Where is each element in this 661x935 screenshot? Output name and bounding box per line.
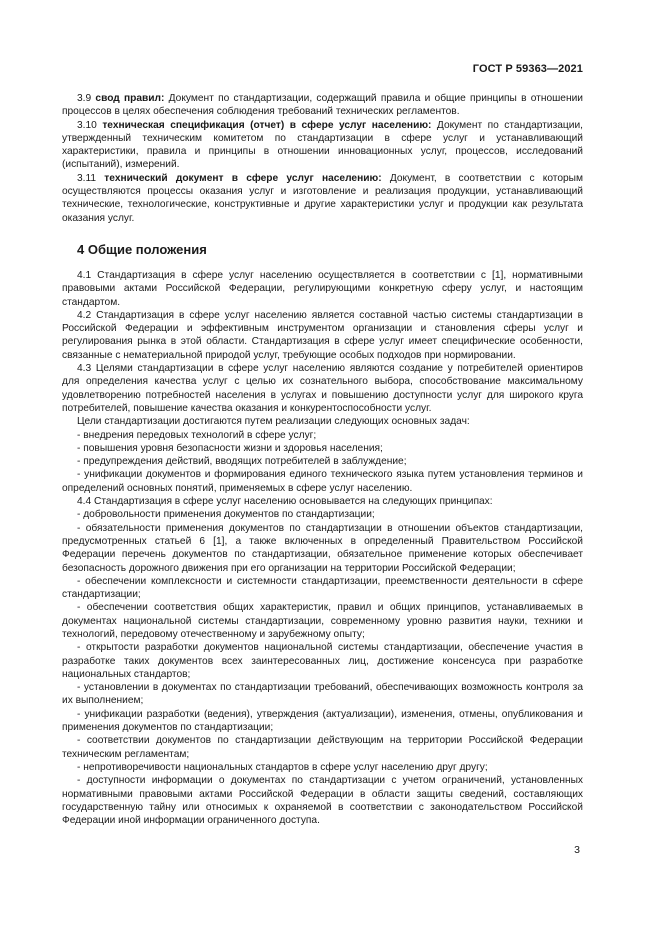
paragraph-4-2: 4.2 Стандартизация в сфере услуг населению является составной частью системы стандартизации в Российской Федерации и эффективным инструментом организации и становления сферы услуг и регулирования рынка в этой области. Стандартизация в сфере услуг имеет специфические особенности, связанные с нематериальной природой услуг, требующие особых подходов при нормировании. bbox=[62, 309, 583, 361]
paragraph-4-3: 4.3 Целями стандартизации в сфере услуг населению являются создание у потребителей ориентиров для определения качества услуг с целью их сознательного выбора, способствование максимальному удовлетворению потребностей населения в услугах и повышению доступности услуг для широкого круга потребителей, повышение качества оказания и конкурентоспособности услуг. bbox=[62, 363, 583, 414]
list-item: - установлении в документах по стандартизации требований, обеспечивающих возможность контроля за их выполнением; bbox=[62, 682, 583, 707]
list-item: - непротиворечивости национальных стандартов в сфере услуг населению друг другу; bbox=[77, 761, 488, 773]
definition-3-11: 3.11 технический документ в сфере услуг населению: Документ, в соответствии с которым осуществляются процессы оказания услуг и изготовление и реализация продукции, устанавливающий технические, технологические, конструктивные и другие характеристики услуг и продукции как результата оказания услуг. bbox=[62, 172, 583, 224]
list-item: - доступности информации о документах по стандартизации с учетом ограничений, установленных нормативными правовыми актами Российской Федерации в области защиты сведений, составляющих государственную тайну или относимых к охраняемой в соответствии с законодательством Российской Федерации иной информации ограниченного доступа. bbox=[62, 775, 583, 827]
list-item: - унификации разработки (ведения), утверждения (актуализации), изменения, отмены, опубликования и применения документов по стандартизации; bbox=[62, 708, 583, 734]
list-item: - добровольности применения документов по стандартизации; bbox=[77, 509, 375, 521]
list-item: - предупреждения действий, вводящих потребителей в заблуждение; bbox=[77, 456, 407, 468]
tasks-intro: Цели стандартизации достигаются путем реализации следующих основных задач: bbox=[77, 416, 470, 428]
list-item: - повышения уровня безопасности жизни и здоровья населения; bbox=[77, 442, 383, 454]
list-item: - унификации документов и формирования единого технического языка путем установления терминов и определений основных понятий, применяемых в сфере услуг населению. bbox=[62, 469, 583, 494]
paragraph-4-4: 4.4 Стандартизация в сфере услуг населению основывается на следующих принципах: bbox=[77, 496, 493, 508]
list-item: - внедрения передовых технологий в сфере услуг; bbox=[77, 429, 317, 441]
paragraph-4-1: 4.1 Стандартизация в сфере услуг населению осуществляется в соответствии с [1], нормативными правовыми актами Российской Федерации, регулирующими конкретную сферу услуг, и настоящим стандартом. bbox=[62, 269, 583, 308]
document-header: ГОСТ Р 59363—2021 bbox=[472, 63, 583, 75]
list-item: - обязательности применения документов по стандартизации в отношении объектов стандартизации, предусмотренных статьей 6 [1], а также включенных в определенный Правительством Российской Федерации перечень документов по стандартизации, обязательное применение которых обеспечивает безопасность дорожного движения при его организации на территории Российской Федерации; bbox=[62, 522, 583, 574]
list-item: - обеспечении соответствия общих характеристик, правил и общих принципов, устанавливаемых в документах национальной системы стандартизации, современному уровню развития науки, техники и технологий, передовому отечественному и зарубежному опыту; bbox=[62, 602, 583, 640]
page-content bbox=[62, 92, 583, 827]
page-number: 3 bbox=[574, 844, 580, 856]
definition-3-10: 3.10 техническая спецификация (отчет) в сфере услуг населению: Документ по стандартизации, утвержденный техническим комитетом по стандартизации в сфере услуг и устанавливающий характеристики, правила и принципы в отношении инновационных услуг, процессов, исследований (испытаний), измерений. bbox=[62, 119, 583, 171]
section-heading: 4 Общие положения bbox=[77, 241, 207, 257]
list-item: - открытости разработки документов национальной системы стандартизации, обеспечение участия в разработке таких документов всех заинтересованных лиц, достижение консенсуса при разработке национальных стандартов; bbox=[62, 642, 583, 680]
list-item: - соответствии документов по стандартизации действующим на территории Российской Федерации техническим регламентам; bbox=[62, 735, 583, 760]
definition-3-9: 3.9 свод правил: Документ по стандартизации, содержащий правила и общие принципы в отношении процессов в целях обеспечения соблюдения требований технических регламентов. bbox=[62, 93, 583, 118]
list-item: - обеспечении комплексности и системности стандартизации, преемственности деятельности в сфере стандартизации; bbox=[62, 575, 583, 601]
